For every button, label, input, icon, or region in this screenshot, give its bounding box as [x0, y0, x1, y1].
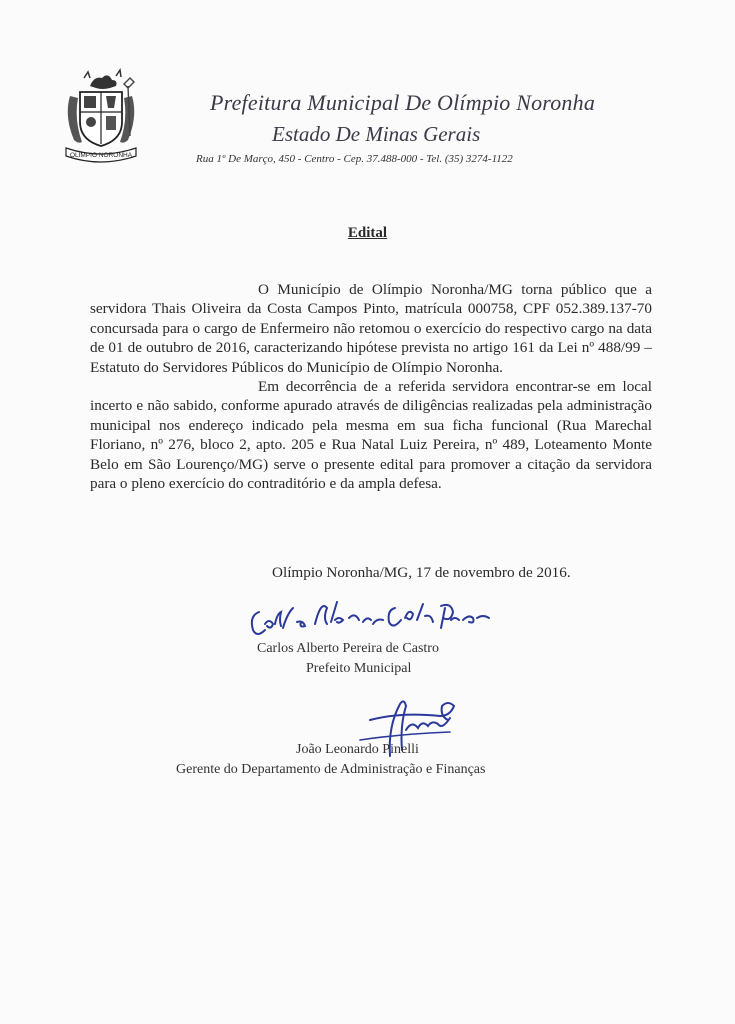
- letterhead-title: Prefeitura Municipal De Olímpio Noronha: [210, 90, 596, 115]
- body-paragraph: Em decorrência de a referida servidora encontrar-se em local incerto e não sabido, conforme apurado através de diligências realizadas pela administração municipal nos endereço indicado pela mesma em sua ficha funcional (Rua Marechal Floriano, nº 276, bloco 2, apto. 205 e Rua Natal Luiz Pereira, nº 489, Loteamento Monte Belo em São Lourenço/MG) serve o presente edital para promover a citação da servidora para o pleno exercício do contraditório e da ampla defesa.: [90, 378, 652, 493]
- document-body: [90, 280, 652, 493]
- body-paragraph: O Município de Olímpio Noronha/MG torna público que a servidora Thais Oliveira da Costa Campos Pinto, matrícula 000758, CPF 052.389.137-70 concursada para o cargo de Enfermeiro não retomou o exercício do respectivo cargo na data de 01 de outubro de 2016, caracterizando hipótese prevista no artigo 161 da Lei nº 488/99 – Estatuto do Servidores Públicos do Município de Olímpio Noronha.: [90, 281, 652, 376]
- letterhead-address: Rua 1º De Março, 450 - Centro - Cep. 37.488-000 - Tel. (35) 3274-1122: [196, 153, 513, 165]
- date-line: Olímpio Noronha/MG, 17 de novembro de 2016.: [272, 564, 571, 581]
- signature-mayor: [245, 594, 495, 646]
- signer-role: Prefeito Municipal: [306, 661, 412, 676]
- signer-name: Carlos Alberto Pereira de Castro: [257, 641, 439, 656]
- signer-name: João Leonardo Pinelli: [296, 742, 419, 757]
- letterhead-state: Estado De Minas Gerais: [272, 122, 481, 146]
- crest-banner-text: OLIMPIO NORONHA: [69, 152, 133, 159]
- document-title: Edital: [347, 225, 388, 241]
- coat-of-arms-logo: [62, 66, 140, 166]
- signer-role: Gerente do Departamento de Administração e Finanças: [176, 762, 486, 777]
